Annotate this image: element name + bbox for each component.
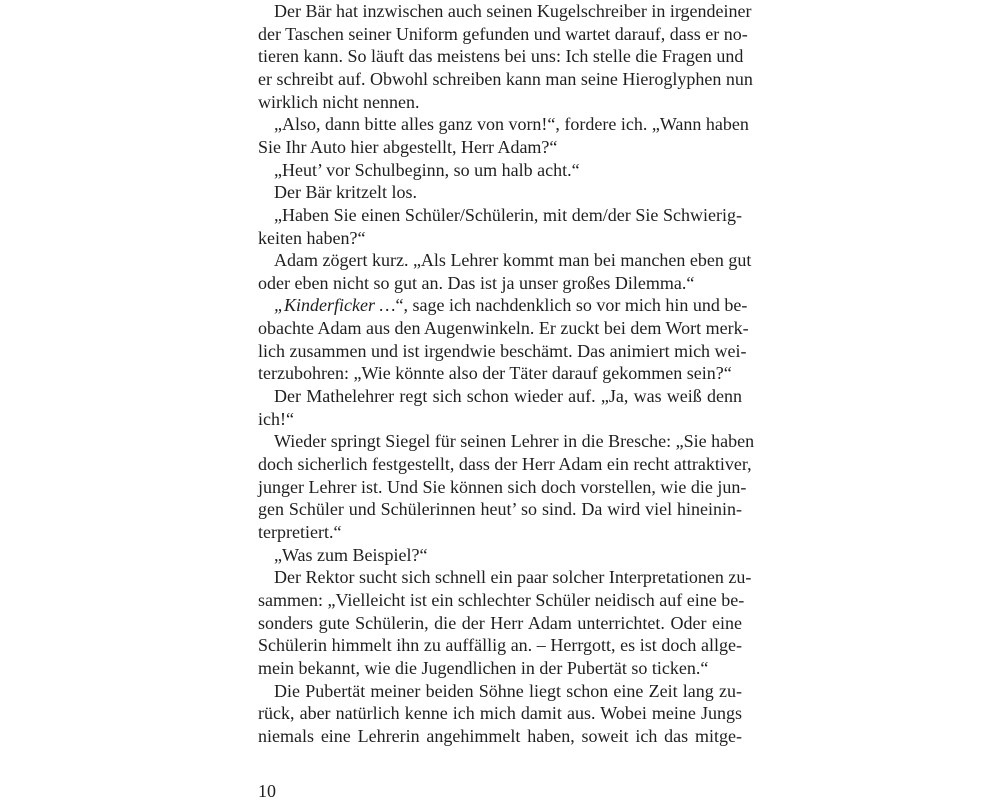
text-line: terzubohren: „Wie könnte also der Täter darauf gekommen sein?“ xyxy=(258,363,732,384)
text-line: wirklich nicht nennen. xyxy=(258,91,420,112)
text-line: „Heut’ vor Schulbeginn, so um halb acht.“ xyxy=(274,159,580,180)
text-line: Der Bär hat inzwischen auch seinen Kugelschreiber in irgendeiner xyxy=(274,1,752,21)
text-line: Sie Ihr Auto hier abgestellt, Herr Adam?“ xyxy=(258,136,558,157)
text-line: „Also, dann bitte alles ganz von vorn!“, fordere ich. „Wann haben xyxy=(274,114,749,135)
text-line: oder eben nicht so gut an. Das ist ja unser großes Dilemma.“ xyxy=(258,272,695,293)
text-line: ich!“ xyxy=(258,408,294,429)
italic-segment: „Kinderficker … xyxy=(274,295,396,316)
text-line: gen Schüler und Schülerinnen heut’ so sind. Da wird viel hineinin- xyxy=(258,499,742,520)
text-line: Der Bär kritzelt los. xyxy=(274,182,417,203)
text-line: junger Lehrer ist. Und Sie können sich doch vorstellen, wie die jun- xyxy=(258,476,747,497)
text-line: rück, aber natürlich kenne ich mich damit aus. Wobei meine Jungs xyxy=(258,703,742,724)
text-line: niemals eine Lehrerin angehimmelt haben, soweit ich das mitge- xyxy=(258,725,742,746)
text-line: er schreibt auf. Obwohl schreiben kann man seine Hieroglyphen nun xyxy=(258,68,753,89)
page-number: 10 xyxy=(258,781,276,801)
text-line: obachte Adam aus den Augenwinkeln. Er zuckt bei dem Wort merk- xyxy=(258,318,749,339)
text-line: keiten haben?“ xyxy=(258,227,366,248)
text-line: Adam zögert kurz. „Als Lehrer kommt man bei manchen eben gut xyxy=(274,250,752,271)
text-line: „Haben Sie einen Schüler/Schülerin, mit dem/der Sie Schwierig- xyxy=(274,204,742,225)
text-line: Der Rektor sucht sich schnell ein paar solcher Interpretationen zu- xyxy=(274,567,752,588)
text-line: Wieder springt Siegel für seinen Lehrer in die Bresche: „Sie haben xyxy=(274,431,755,452)
text-line: der Taschen seiner Uniform gefunden und wartet darauf, dass er no- xyxy=(258,23,748,44)
text-line: sammen: „Vielleicht ist ein schlechter Schüler neidisch auf eine be- xyxy=(258,589,745,610)
text-line xyxy=(274,294,748,317)
book-page xyxy=(258,0,755,801)
text-line: „Was zum Beispiel?“ xyxy=(274,544,428,565)
text-line: tieren kann. So läuft das meistens bei uns: Ich stelle die Fragen und xyxy=(258,46,744,67)
text-line: Der Mathelehrer regt sich schon wieder auf. „Ja, was weiß denn xyxy=(274,386,742,407)
text-segment: “, sage ich nachdenklich so vor mich hin und be- xyxy=(395,295,748,316)
text-line: mein bekannt, wie die Jugendlichen in der Pubertät so ticken.“ xyxy=(258,657,709,678)
text-line: sonders gute Schülerin, die der Herr Adam unterrichtet. Oder eine xyxy=(258,612,742,633)
text-line: lich zusammen und ist irgendwie beschämt. Das animiert mich wei- xyxy=(258,340,747,361)
text-line: Schülerin himmelt ihn zu auffällig an. – Herrgott, es ist doch allge- xyxy=(258,635,742,656)
text-line: Die Pubertät meiner beiden Söhne liegt schon eine Zeit lang zu- xyxy=(274,680,742,701)
text-line: terpretiert.“ xyxy=(258,521,342,542)
text-line: doch sicherlich festgestellt, dass der Herr Adam ein recht attraktiver, xyxy=(258,454,752,474)
